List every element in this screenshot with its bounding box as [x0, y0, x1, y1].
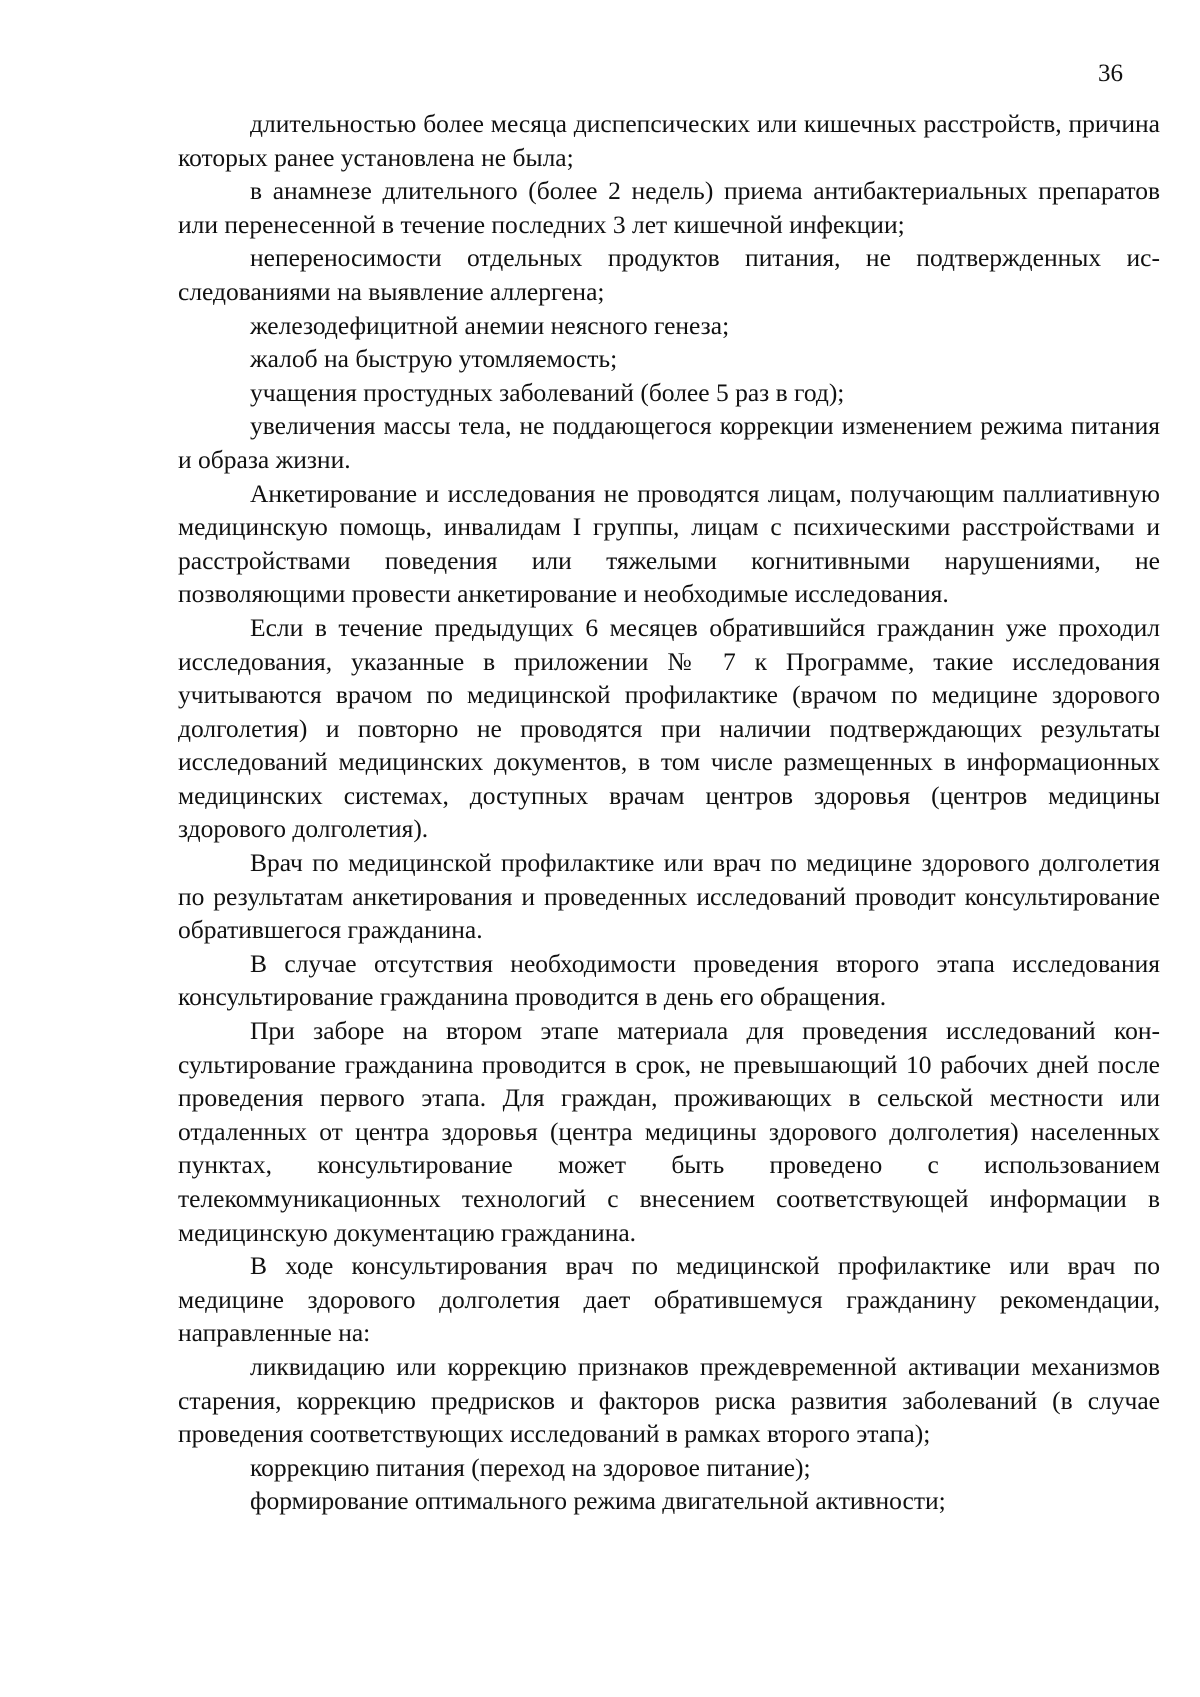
- paragraph: ликвидацию или коррекцию признаков преждевременной активации механизмов старения, коррекцию предрисков и факторов риска развития заболеваний (в случае проведения соответствующих исследований в рамках второго этапа);: [178, 1351, 1160, 1449]
- paragraph: формирование оптимального режима двигательной активности;: [250, 1486, 946, 1516]
- paragraph: непереносимости отдельных продуктов питания, не подтвержденных исследованиями на выявление аллергена;: [178, 243, 1160, 306]
- paragraph: жалоб на быструю утомляемость;: [250, 344, 618, 374]
- paragraph: В случае отсутствия необходимости проведения второго этапа исследования консультирование гражданина проводится в день его обращения.: [178, 948, 1160, 1012]
- paragraph: При заборе на втором этапе материала для проведения исследований консультирование гражданина проводится в срок, не превышающий 10 рабочих дней после проведения первого этапа. Для граждан, проживающих в сельской местности или отдаленных от центра здоровья (центра медицины здорового долголетия) населенных пунктах, консультирование может быть проведено с использованием телекоммуникационных технологий с внесением соответствующей информации в медицинскую документацию гражданина.: [178, 1016, 1160, 1247]
- paragraph: Анкетирование и исследования не проводятся лицам, получающим паллиативную медицинскую помощь, инвалидам I группы, лицам с психическими расстройствами и расстройствами поведения или тяжелыми когнитивными нарушениями, не позволяющими провести анкетирование и необходимые исследования.: [178, 478, 1160, 609]
- paragraph: учащения простудных заболеваний (более 5 раз в год);: [250, 377, 845, 407]
- paragraph: В ходе консультирования врач по медицинской профилактике или врач по медицине здорового долголетия дает обратившемуся гражданину рекомендации, направленные на:: [178, 1251, 1160, 1348]
- paragraph: коррекцию питания (переход на здоровое питание);: [250, 1452, 811, 1482]
- paragraph: в анамнезе длительного (более 2 недель) приема антибактериальных препаратов или перенесенной в течение последних 3 лет кишечной инфекции;: [178, 176, 1160, 239]
- paragraph: увеличения массы тела, не поддающегося коррекции изменением режима питания и образа жизни.: [178, 411, 1160, 474]
- page-number: 36: [1098, 60, 1123, 87]
- paragraph: Врач по медицинской профилактике или врач по медицине здорового долголетия по результатам анкетирования и проведенных исследований проводит консультирование обратившегося гражданина.: [178, 848, 1160, 945]
- document-body: [178, 107, 1160, 1518]
- paragraph: длительностью более месяца диспепсических или кишечных расстройств, причина которых ранее установлена не была;: [178, 109, 1160, 172]
- paragraph: железодефицитной анемии неясного генеза;: [250, 310, 730, 340]
- paragraph: Если в течение предыдущих 6 месяцев обратившийся гражданин уже проходил исследования, указанные в приложении № 7 к Программе, такие исследования учитываются врачом по медицинской профилактике (врачом по медицине здорового долголетия) и повторно не проводятся при наличии подтверждающих результаты исследований медицинских документов, в том числе размещенных в информационных медицинских системах, доступных врачам центров здоровья (центров медицины здорового долголетия).: [178, 612, 1160, 844]
